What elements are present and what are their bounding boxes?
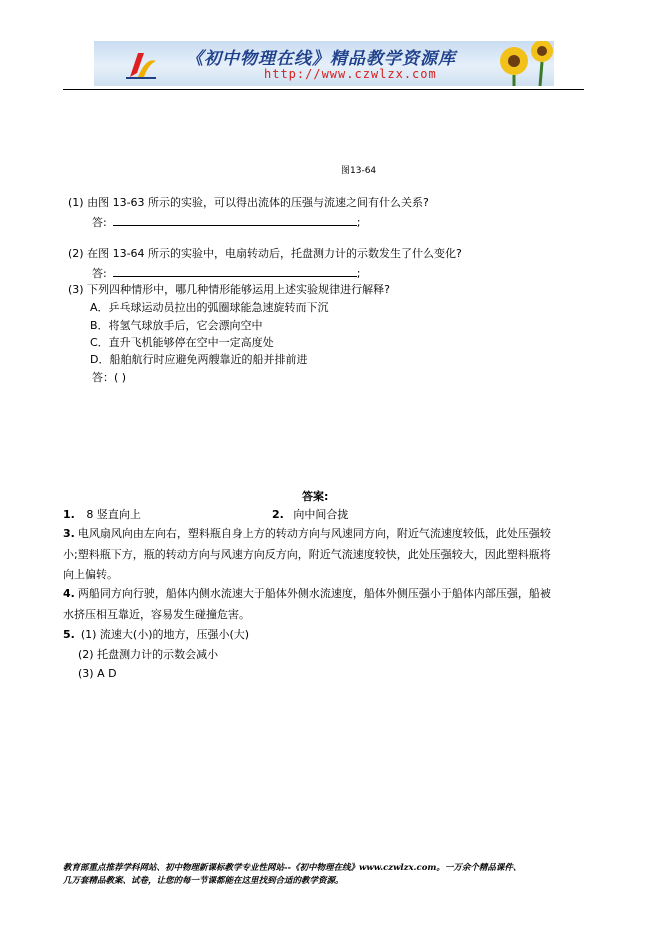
- sunflower-icon: [484, 41, 554, 86]
- answer-3-line-2: 小;塑料瓶下方，瓶的转动方向与风速方向反方向，附近气流速度较快，此处压强较大，因此塑料瓶将: [63, 548, 551, 561]
- site-logo-icon: [122, 47, 160, 81]
- answer-text: 8 竖直向上: [86, 508, 141, 521]
- option-d: D．船舶航行时应避免两艘靠近的船并排前进: [90, 353, 308, 366]
- answer-number: 3.: [63, 527, 75, 540]
- answer-label: 答:: [92, 267, 107, 280]
- question-2: (2) 在图 13-64 所示的实验中，电扇转动后，托盘测力计的示数发生了什么变化?: [68, 247, 462, 260]
- footer-line-2: 几万套精品教案、试卷，让您的每一节课都能在这里找到合适的教学资源。: [63, 876, 344, 886]
- answer-1: [63, 508, 141, 522]
- answer-number: 2.: [272, 508, 284, 521]
- answer-blank: [113, 214, 357, 226]
- answer-5-line-2: (2) 托盘测力计的示数会减小: [78, 648, 219, 661]
- answer-number: 5.: [63, 628, 75, 641]
- answer-label: 答:: [92, 216, 107, 229]
- question-1: (1) 由图 13-63 所示的实验，可以得出流体的压强与流速之间有什么关系?: [68, 196, 429, 209]
- figure-caption: 图13-64: [341, 166, 377, 176]
- semicolon: ;: [356, 216, 361, 229]
- option-a: A．乒乓球运动员拉出的弧圈球能急速旋转而下沉: [90, 301, 329, 314]
- answers-heading: 答案:: [302, 490, 329, 503]
- answer-blank: [113, 265, 357, 277]
- answer-3-line-3: 向上偏转。: [63, 568, 118, 581]
- option-b: B．将氢气球放手后，它会漂向空中: [90, 319, 263, 332]
- answer-number: 4.: [63, 587, 75, 600]
- header-banner: [94, 41, 554, 86]
- page-footer: [63, 862, 603, 888]
- semicolon: ;: [356, 267, 361, 280]
- banner-title: 《初中物理在线》精品教学资源库: [186, 49, 456, 69]
- option-c: C．直升飞机能够停在空中一定高度处: [90, 336, 274, 349]
- answer-4-line-2: 水挤压相互靠近，容易发生碰撞危害。: [63, 608, 250, 621]
- question-3: (3) 下列四种情形中，哪几种情形能够运用上述实验规律进行解释?: [68, 283, 390, 296]
- answer-text: 向中间合拢: [293, 508, 349, 521]
- footer-line-1: 教育部重点推荐学科网站、初中物理新课标教学专业性网站--《初中物理在线》www.czwlzx.com。一万余个精品课件、: [63, 863, 522, 873]
- answer-4-line-1: 4. 两船同方向行驶，船体内侧水流速大于船体外侧水流速度，船体外侧压强小于船体内部压强，船被: [63, 587, 551, 600]
- answer-line-1: [92, 214, 360, 230]
- header-rule: [63, 89, 584, 90]
- answer-5-line-3: (3) A D: [78, 667, 117, 680]
- banner-url: http://www.czwlzx.com: [264, 67, 437, 81]
- answer-number: 1.: [63, 508, 75, 521]
- answer-line-2: [92, 265, 360, 281]
- answer-3-line-1: 3. 电风扇风向由左向右，塑料瓶自身上方的转动方向与风速同方向，附近气流速度较低，此处压强较: [63, 527, 551, 540]
- question-3-answer: 答：( ): [92, 371, 127, 384]
- answer-2: [272, 508, 348, 522]
- answer-5-line-1: 5. (1) 流速大(小)的地方，压强小(大): [63, 628, 250, 641]
